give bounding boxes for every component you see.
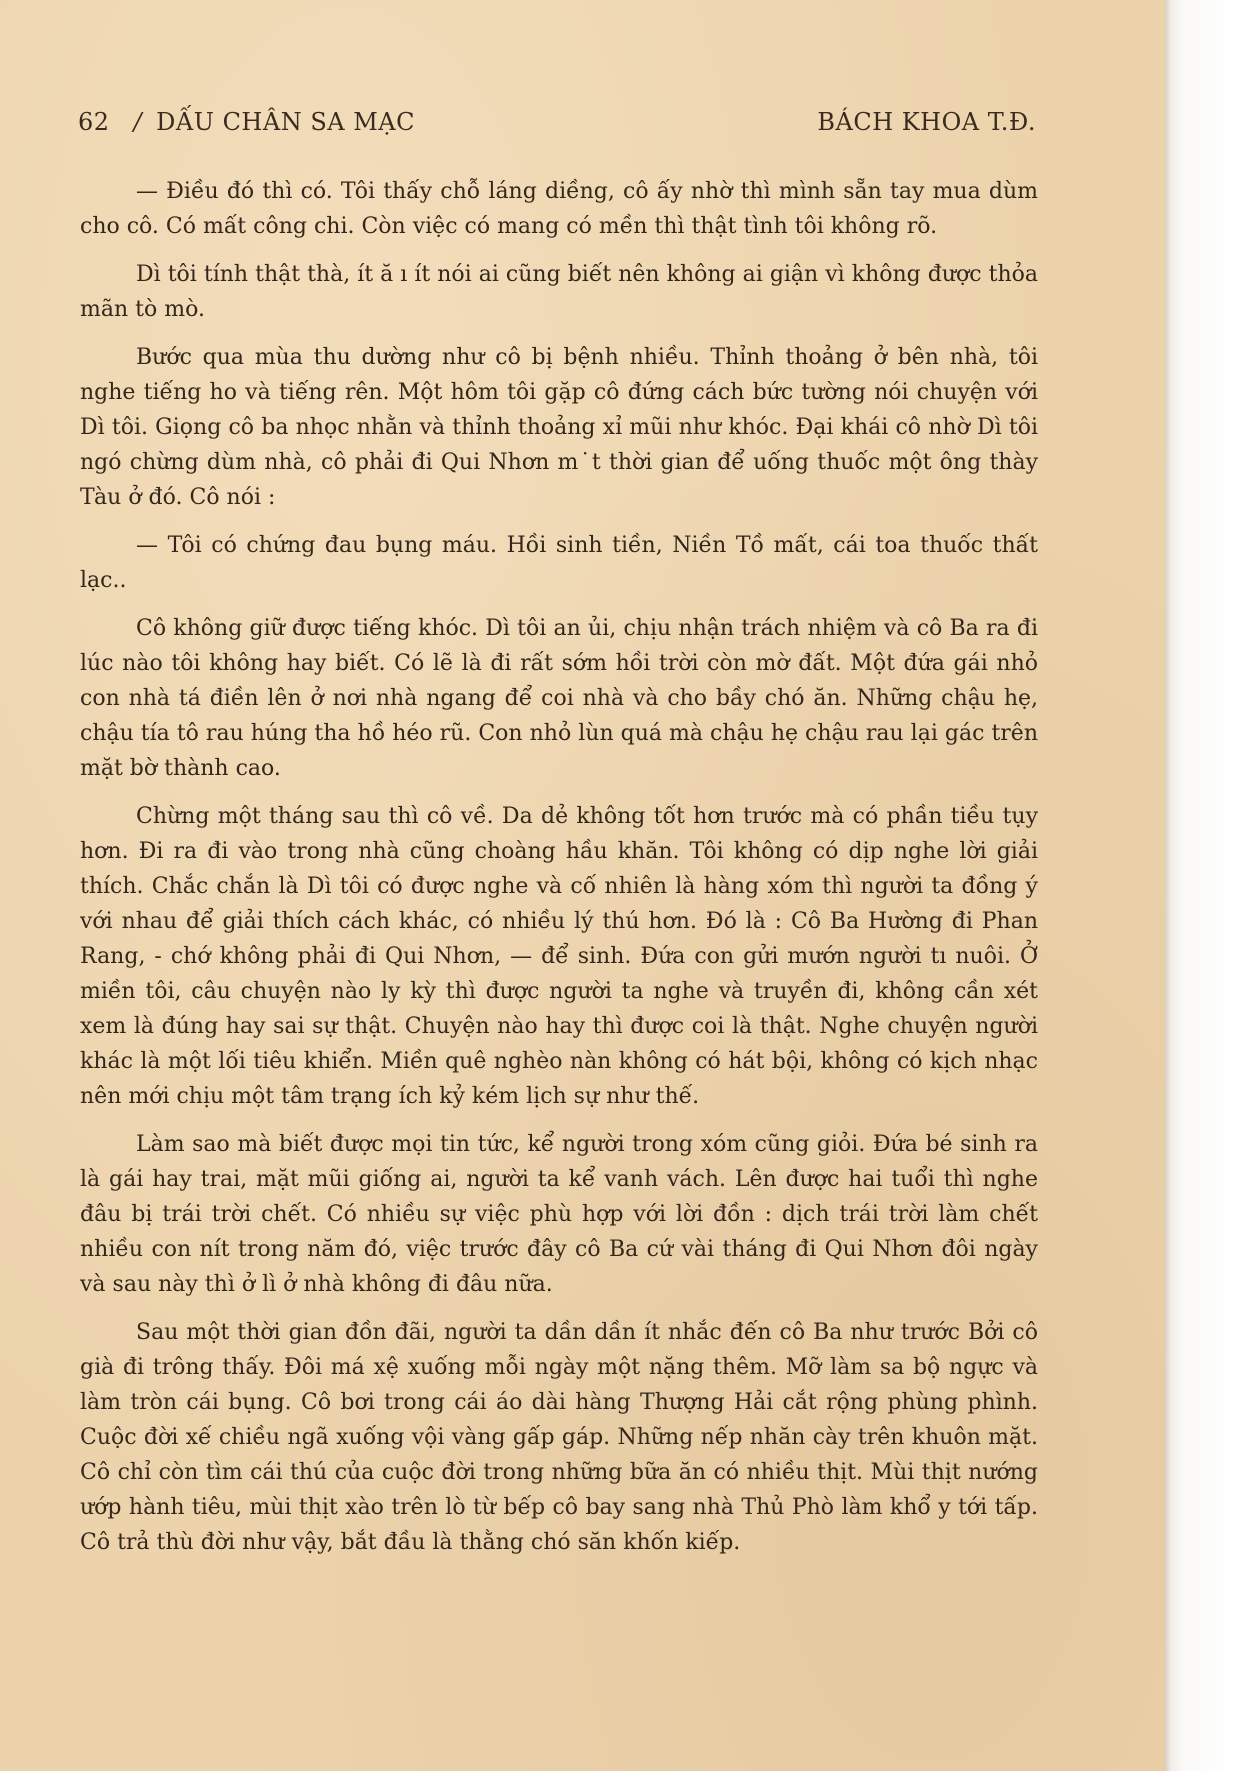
paragraph: — Điều đó thì có. Tôi thấy chỗ láng diềng, cô ấy nhờ thì mình sẵn tay mua dùm cho cô. Có mất công chi. Còn việc có mang có mền thì thật tình tôi không rõ.: [80, 179, 1038, 239]
header-separator: /: [133, 108, 143, 136]
publication-name: BÁCH KHOA T.Đ.: [817, 108, 1036, 136]
page-number: 62: [78, 108, 110, 136]
paragraph: — Tôi có chứng đau bụng máu. Hồi sinh tiền, Niền Tồ mất, cái toa thuốc thất lạc..: [80, 533, 1038, 593]
paragraph: Cô không giữ được tiếng khóc. Dì tôi an ủi, chịu nhận trách nhiệm và cô Ba ra đi lúc nào tôi không hay biết. Có lẽ là đi rất sớm hồi trời còn mờ đất. Một đứa gái nhỏ con nhà tá điền lên ở nơi nhà ngang để coi nhà và cho bầy chó ăn. Những chậu hẹ, chậu tía tô rau húng tha hồ héo rũ. Con nhỏ lùn quá mà chậu hẹ chậu rau lại gác trên mặt bờ thành cao.: [80, 616, 1038, 781]
section-title: DẤU CHÂN SA MẠC: [156, 108, 415, 136]
paragraph: Dì tôi tính thật thà, ít ă ı ít nói ai cũng biết nên không ai giận vì không được thỏa mãn tò mò.: [80, 262, 1038, 322]
page-edge: [1165, 0, 1237, 1771]
running-header: [78, 108, 1036, 148]
header-left: [78, 108, 415, 136]
paragraph: Làm sao mà biết được mọi tin tức, kể người trong xóm cũng giỏi. Đứa bé sinh ra là gái hay trai, mặt mũi giống ai, người ta kể vanh vách. Lên được hai tuổi thì nghe đâu bị trái trời chết. Có nhiều sự việc phù hợp với lời đồn : dịch trái trời làm chết nhiều con nít trong năm đó, việc trước đây cô Ba cứ vài tháng đi Qui Nhơn đôi ngày và sau này thì ở lì ở nhà không đi đâu nữa.: [80, 1132, 1038, 1297]
paragraph: Chừng một tháng sau thì cô về. Da dẻ không tốt hơn trước mà có phần tiều tụy hơn. Đi ra đi vào trong nhà cũng choàng hầu khăn. Tôi không có dịp nghe lời giải thích. Chắc chắn là Dì tôi có được nghe và cố nhiên là hàng xóm thì người ta đồng ý với nhau để giải thích cách khác, có nhiều lý thú hơn. Đó là : Cô Ba Hường đi Phan Rang, - chớ không phải đi Qui Nhơn, — để sinh. Đứa con gửi mướn người tı nuôi. Ở miền tôi, câu chuyện nào ly kỳ thì được người ta nghe và truyền đi, không cần xét xem là đúng hay sai sự thật. Chuyện nào hay thì được coi là thật. Nghe chuyện người khác là một lối tiêu khiển. Miền quê nghèo nàn không có hát bội, không có kịch nhạc nên mới chịu một tâm trạng ích kỷ kém lịch sự như thế.: [80, 804, 1038, 1109]
body-text: [80, 174, 1038, 1573]
paragraph: Bước qua mùa thu dường như cô bị bệnh nhiều. Thỉnh thoảng ở bên nhà, tôi nghe tiếng ho và tiếng rên. Một hôm tôi gặp cô đứng cách bức tường nói chuyện với Dì tôi. Giọng cô ba nhọc nhằn và thỉnh thoảng xỉ mũi như khóc. Đại khái cô nhờ Dì tôi ngó chừng dùm nhà, cô phải đi Qui Nhơn m˙t thời gian để uống thuốc một ông thày Tàu ở đó. Cô nói :: [80, 345, 1038, 510]
paragraph: Sau một thời gian đồn đãi, người ta dần dần ít nhắc đến cô Ba như trước Bởi cô già đi trông thấy. Đôi má xệ xuống mỗi ngày một nặng thêm. Mỡ làm sa bộ ngực và làm tròn cái bụng. Cô bơi trong cái áo dài hàng Thượng Hải cắt rộng phùng phình. Cuộc đời xế chiều ngã xuống vội vàng gấp gáp. Những nếp nhăn cày trên khuôn mặt. Cô chỉ còn tìm cái thú của cuộc đời trong những bữa ăn có nhiều thịt. Mùi thịt nướng ướp hành tiêu, mùi thịt xào trên lò từ bếp cô bay sang nhà Thủ Phò làm khổ y tới tấp. Cô trả thù đời như vậy, bắt đầu là thằng chó săn khốn kiếp.: [80, 1320, 1038, 1555]
